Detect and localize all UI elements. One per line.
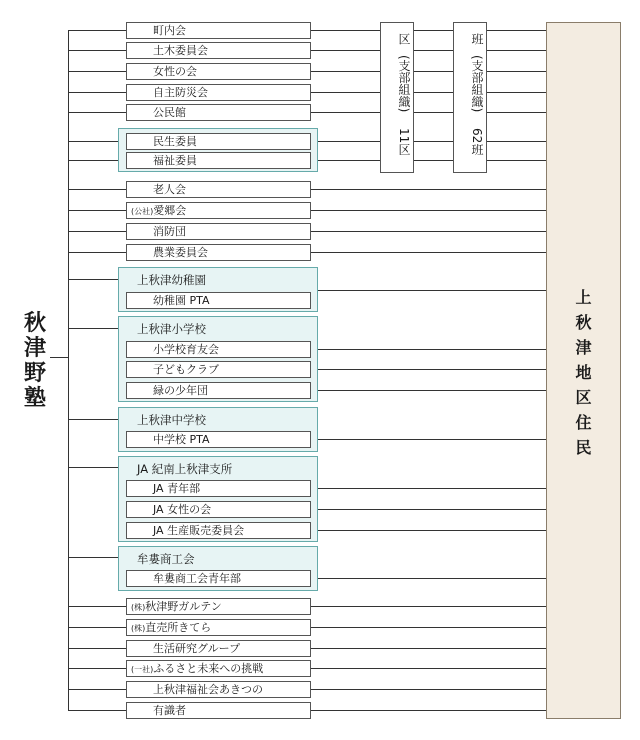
org-label: 中学校 PTA [153,433,210,446]
org-label: 農業委員会 [153,246,208,259]
org-prefix: (株) [131,624,146,633]
group-title: 上秋津小学校 [137,322,206,336]
org-box [126,22,311,39]
org-box [126,522,311,539]
org-box [126,501,311,518]
org-box [126,152,311,169]
han-count: 62班 [470,128,484,156]
org-label: 老人会 [153,183,186,196]
root-label: 秋 津 野 塾 [23,310,46,411]
group-title: 上秋津中学校 [137,413,206,427]
org-label: 公民館 [153,106,186,119]
org-box [126,181,311,198]
ku-label: 区 [397,33,411,45]
org-box [126,570,311,587]
org-label: 有識者 [153,704,186,717]
org-label: 牟婁商工会青年部 [153,572,241,585]
org-label: 民生委員 [153,135,197,148]
org-label: ふるさと未来への挑戦 [153,662,264,675]
org-prefix: (公社) [131,207,154,216]
group-title: 上秋津幼稚園 [137,273,206,287]
org-box [126,681,311,698]
org-box [126,382,311,399]
org-label: JA 女性の会 [153,503,212,516]
org-box [126,361,311,378]
org-label: 女性の会 [153,65,197,78]
ku-count: 11区 [397,128,411,156]
org-label: 福祉委員 [153,154,197,167]
ku-branch-box [380,22,414,173]
org-label: 消防団 [153,225,186,238]
group-title: 牟婁商工会 [137,552,195,566]
han-branch-box [453,22,487,173]
org-box [126,42,311,59]
org-label: 愛郷会 [153,204,187,217]
group-title: JA 紀南上秋津支所 [137,462,233,476]
org-prefix: (一社) [131,665,154,674]
org-label: 自主防災会 [153,86,208,99]
org-box [126,640,311,657]
org-label: 直売所きてら [145,621,212,634]
org-box [126,480,311,497]
org-label: 上秋津福祉会あきつの [153,683,263,696]
org-prefix: (株) [131,603,146,612]
org-box [126,619,311,636]
residents-box [546,22,621,719]
org-box [126,702,311,719]
residents-label: 上 秋 津 地 区 住 民 [575,288,592,457]
ku-sub: (支部組織) [397,55,411,113]
org-box [126,84,311,101]
org-label: 土木委員会 [153,44,208,57]
org-label: 子どもクラブ [153,363,219,376]
org-label: JA 生産販売委員会 [153,524,245,537]
org-label: 秋津野ガルテン [145,600,222,613]
org-label: 幼稚園 PTA [153,294,210,307]
org-box [126,104,311,121]
han-label: 班 [470,33,484,45]
org-label: 生活研究グループ [153,642,241,655]
org-box [126,133,311,150]
org-box [126,598,311,615]
org-box [126,202,311,219]
org-label: 小学校育友会 [153,343,219,356]
org-label: 緑の少年団 [153,384,208,397]
root-connector [50,357,68,358]
org-box [126,63,311,80]
org-box [126,341,311,358]
org-label: 町内会 [153,24,186,37]
org-box [126,660,311,677]
org-label: JA 青年部 [153,482,201,495]
org-box [126,223,311,240]
han-sub: (支部組織) [470,55,484,113]
org-box [126,431,311,448]
root-spine [68,30,69,710]
org-box [126,292,311,309]
org-box [126,244,311,261]
